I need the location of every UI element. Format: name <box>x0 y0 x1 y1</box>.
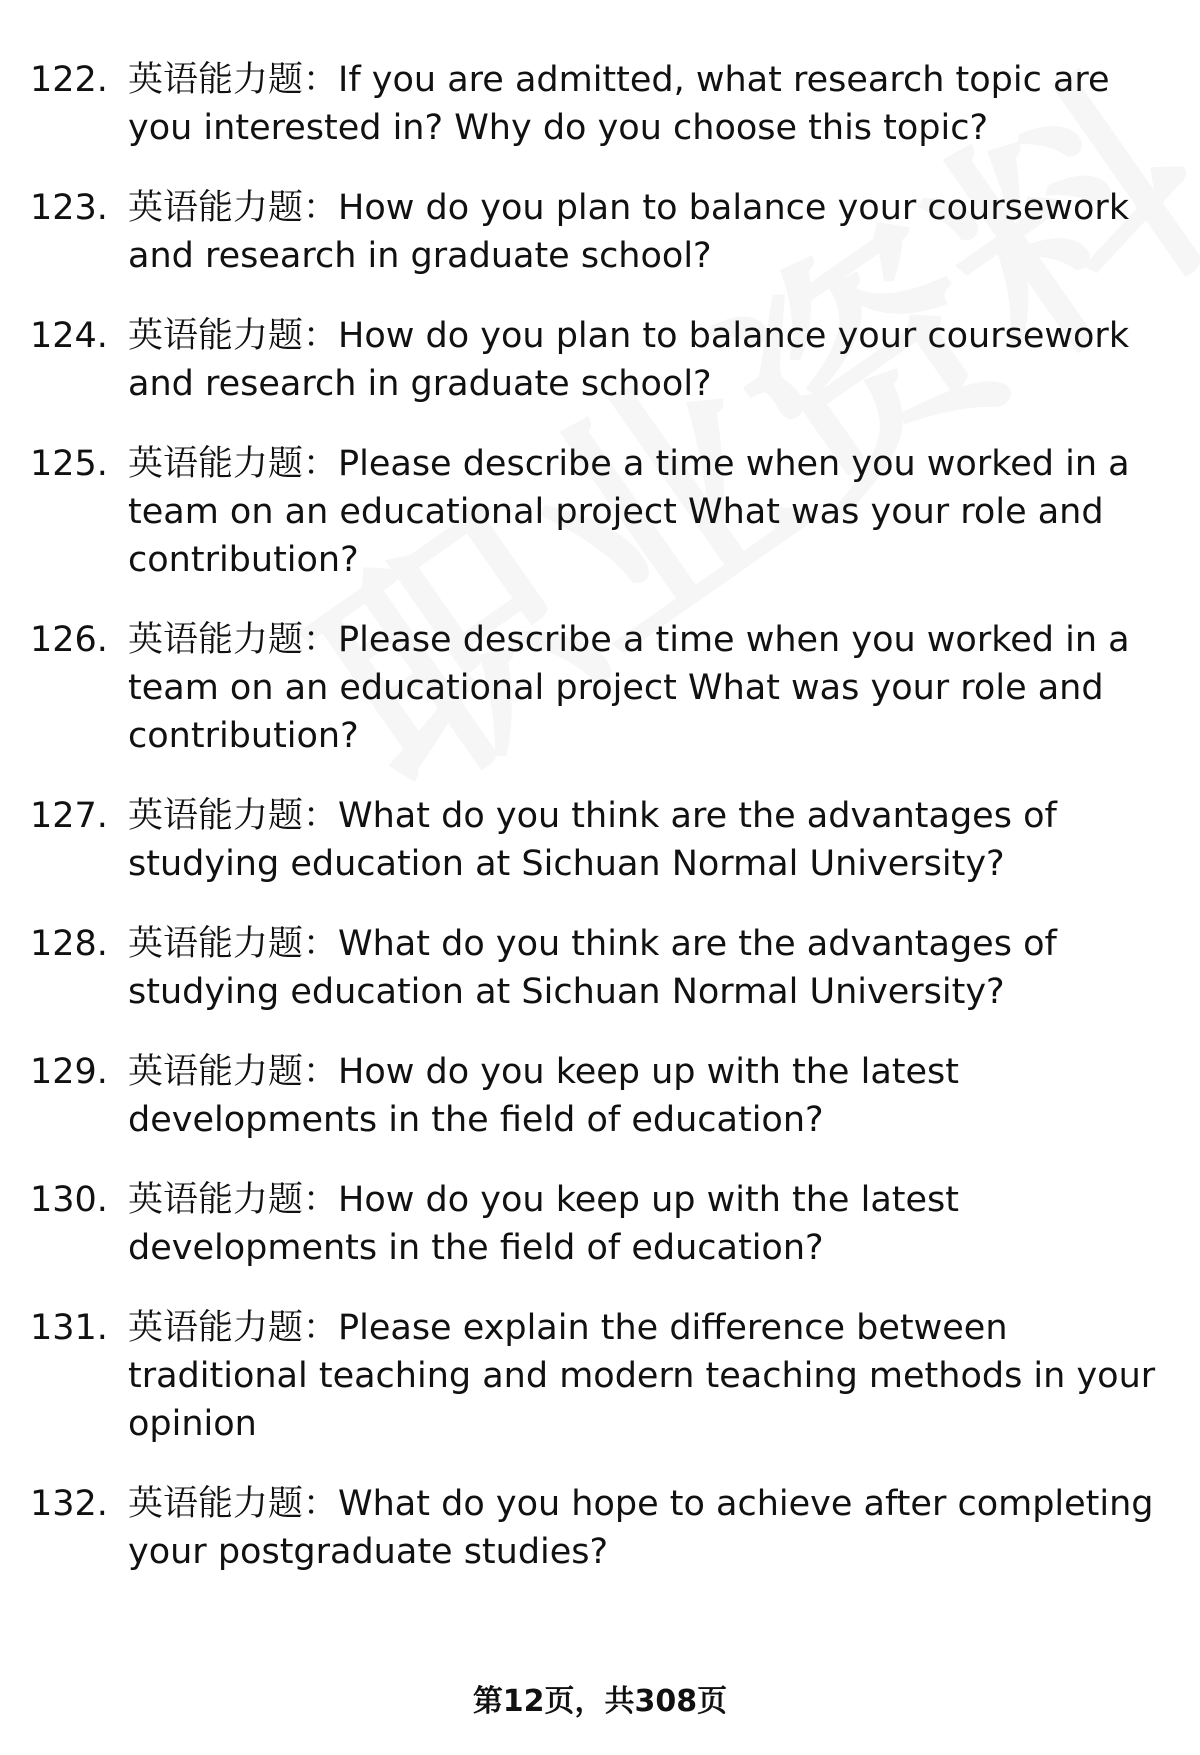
question-number: 129. <box>30 1052 108 1092</box>
question-number: 132. <box>30 1484 108 1524</box>
question-item <box>30 792 1160 888</box>
question-category: 英语能力题： <box>128 796 339 836</box>
question-item <box>30 1176 1160 1272</box>
question-item <box>30 56 1160 152</box>
question-body <box>128 1304 1160 1448</box>
question-category: 英语能力题： <box>128 924 339 964</box>
question-category: 英语能力题： <box>128 620 339 660</box>
question-number: 122. <box>30 60 108 100</box>
question-text: What do you hope to achieve after completing your postgraduate studies? <box>128 1484 1154 1572</box>
question-text: How do you plan to balance your coursework and research in graduate school? <box>128 316 1130 404</box>
question-body <box>128 1048 1160 1144</box>
question-category: 英语能力题： <box>128 316 339 356</box>
question-text: If you are admitted, what research topic are you interested in? Why do you choose this topic? <box>128 60 1110 148</box>
question-number: 125. <box>30 444 108 484</box>
question-category: 英语能力题： <box>128 444 339 484</box>
question-body <box>128 1480 1160 1576</box>
question-list <box>30 56 1160 1608</box>
question-category: 英语能力题： <box>128 60 339 100</box>
question-text: How do you plan to balance your coursework and research in graduate school? <box>128 188 1130 276</box>
question-body <box>128 616 1160 760</box>
question-number: 128. <box>30 924 108 964</box>
question-category: 英语能力题： <box>128 1308 339 1348</box>
question-category: 英语能力题： <box>128 188 339 228</box>
question-body <box>128 1176 1160 1272</box>
question-text: How do you keep up with the latest developments in the field of education? <box>128 1180 959 1268</box>
question-body <box>128 792 1160 888</box>
question-item <box>30 440 1160 584</box>
question-body <box>128 920 1160 1016</box>
question-number: 130. <box>30 1180 108 1220</box>
question-text: What do you think are the advantages of studying education at Sichuan Normal University? <box>128 924 1057 1012</box>
question-item <box>30 920 1160 1016</box>
question-number: 126. <box>30 620 108 660</box>
question-item <box>30 1048 1160 1144</box>
page-footer: 第12页，共308页 <box>472 1684 728 1719</box>
question-text: How do you keep up with the latest developments in the field of education? <box>128 1052 959 1140</box>
question-number: 127. <box>30 796 108 836</box>
question-body <box>128 440 1160 584</box>
question-body <box>128 184 1160 280</box>
question-number: 131. <box>30 1308 108 1348</box>
question-number: 124. <box>30 316 108 356</box>
question-item <box>30 1480 1160 1576</box>
question-text: Please explain the difference between traditional teaching and modern teaching methods in your opinion <box>128 1308 1156 1444</box>
question-text: What do you think are the advantages of studying education at Sichuan Normal University? <box>128 796 1057 884</box>
question-item <box>30 616 1160 760</box>
question-text: Please describe a time when you worked in a team on an educational project What was your role and contribution? <box>128 444 1130 580</box>
question-item <box>30 1304 1160 1448</box>
question-body <box>128 312 1160 408</box>
question-text: Please describe a time when you worked in a team on an educational project What was your role and contribution? <box>128 620 1130 756</box>
question-item <box>30 184 1160 280</box>
question-item <box>30 312 1160 408</box>
question-category: 英语能力题： <box>128 1484 339 1524</box>
question-category: 英语能力题： <box>128 1052 339 1092</box>
question-category: 英语能力题： <box>128 1180 339 1220</box>
question-body <box>128 56 1160 152</box>
question-number: 123. <box>30 188 108 228</box>
